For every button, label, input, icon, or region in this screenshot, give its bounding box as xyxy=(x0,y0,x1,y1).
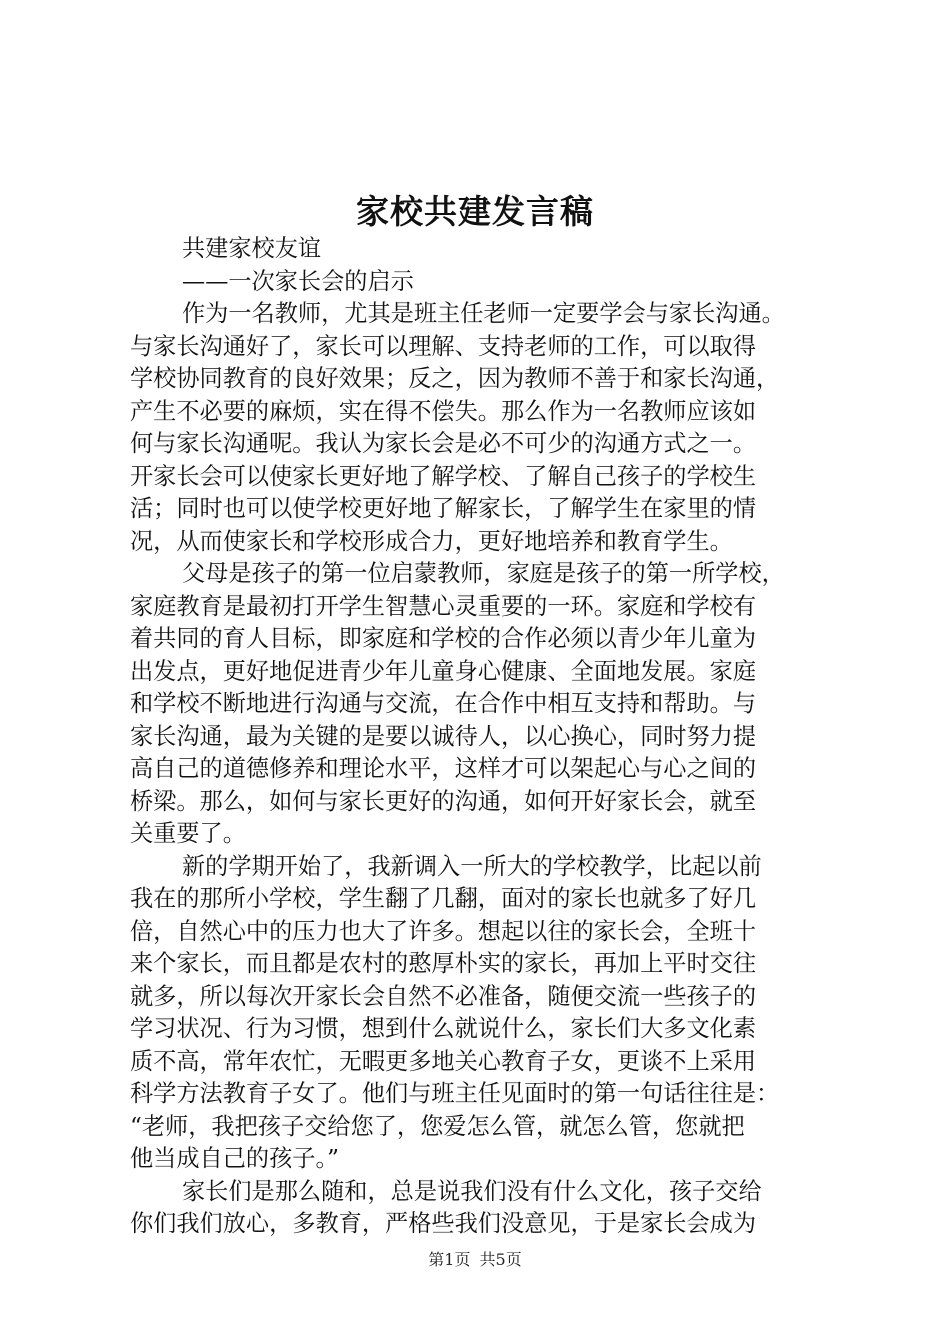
paragraph-line: 你们我们放心，多教育，严格些我们没意见，于是家长会成为 xyxy=(130,1210,757,1237)
page-total: 共5页 xyxy=(479,1250,522,1269)
paragraph-line: 与家长沟通好了，家长可以理解、支持老师的工作，可以取得 xyxy=(130,332,757,360)
paragraph-line: 他当成自己的孩子。” xyxy=(130,1145,339,1172)
paragraph-line: “老师，我把孩子交给您了，您爱怎么管，就怎么管，您就把 xyxy=(130,1112,745,1140)
paragraph-line: 活；同时也可以使学校更好地了解家长，了解学生在家里的情 xyxy=(130,495,757,522)
paragraph-line: 就多，所以每次开家长会自然不必准备，随便交流一些孩子的 xyxy=(130,982,757,1010)
paragraph-line: 新的学期开始了，我新调入一所大的学校教学，比起以前 xyxy=(182,852,762,880)
document-title: 家校共建发言稿 xyxy=(356,192,594,231)
paragraph-line: 着共同的育人目标，即家庭和学校的合作必须以青少年儿童为 xyxy=(130,625,757,652)
paragraph-line: 和学校不断地进行沟通与交流，在合作中相互支持和帮助。与 xyxy=(130,690,757,717)
paragraph-line: 家庭教育是最初打开学生智慧心灵重要的一环。家庭和学校有 xyxy=(130,592,757,620)
paragraph-line: 何与家长沟通呢。我认为家长会是必不可少的沟通方式之一。 xyxy=(130,430,757,457)
paragraph-line: 产生不必要的麻烦，实在得不偿失。那么作为一名教师应该如 xyxy=(130,397,757,425)
paragraph-line: 来个家长，而且都是农村的憨厚朴实的家长，再加上平时交往 xyxy=(130,950,757,977)
paragraph-line: 出发点，更好地促进青少年儿童身心健康、全面地发展。家庭 xyxy=(130,657,757,685)
paragraph-line: 作为一名教师，尤其是班主任老师一定要学会与家长沟通。 xyxy=(182,300,785,327)
subtitle-line: 共建家校友谊 xyxy=(182,235,322,262)
page-footer xyxy=(0,1247,950,1270)
paragraph-line: 学习状况、行为习惯，想到什么就说什么，家长们大多文化素 xyxy=(130,1015,757,1042)
paragraph-line: 家长沟通，最为关键的是要以诚待人，以心换心，同时努力提 xyxy=(130,722,757,750)
paragraph-line: 倍，自然心中的压力也大了许多。想起以往的家长会，全班十 xyxy=(130,917,757,945)
paragraph-line: 学校协同教育的良好效果；反之，因为教师不善于和家长沟通， xyxy=(130,365,780,392)
paragraph-line: 高自己的道德修养和理论水平，这样才可以架起心与心之间的 xyxy=(130,755,757,782)
paragraph-line: 科学方法教育子女了。他们与班主任见面时的第一句话往往是： xyxy=(130,1080,780,1107)
paragraph-line: 桥梁。那么，如何与家长更好的沟通，如何开好家长会，就至 xyxy=(130,787,757,815)
paragraph-line: 开家长会可以使家长更好地了解学校、了解自己孩子的学校生 xyxy=(130,462,757,490)
paragraph-line: 我在的那所小学校，学生翻了几翻，面对的家长也就多了好几 xyxy=(130,885,757,912)
paragraph-line: 父母是孩子的第一位启蒙教师，家庭是孩子的第一所学校， xyxy=(182,560,785,587)
paragraph-line: 家长们是那么随和，总是说我们没有什么文化，孩子交给 xyxy=(182,1177,762,1205)
page-number: 第1页 xyxy=(428,1250,471,1269)
document-body xyxy=(130,233,850,1241)
paragraph-line: 质不高，常年农忙，无暇更多地关心教育子女，更谈不上采用 xyxy=(130,1047,757,1075)
paragraph-line: 况，从而使家长和学校形成合力，更好地培养和教育学生。 xyxy=(130,527,733,555)
subtitle-line: ——一次家长会的启示 xyxy=(182,267,414,295)
paragraph-line: 关重要了。 xyxy=(130,820,246,847)
